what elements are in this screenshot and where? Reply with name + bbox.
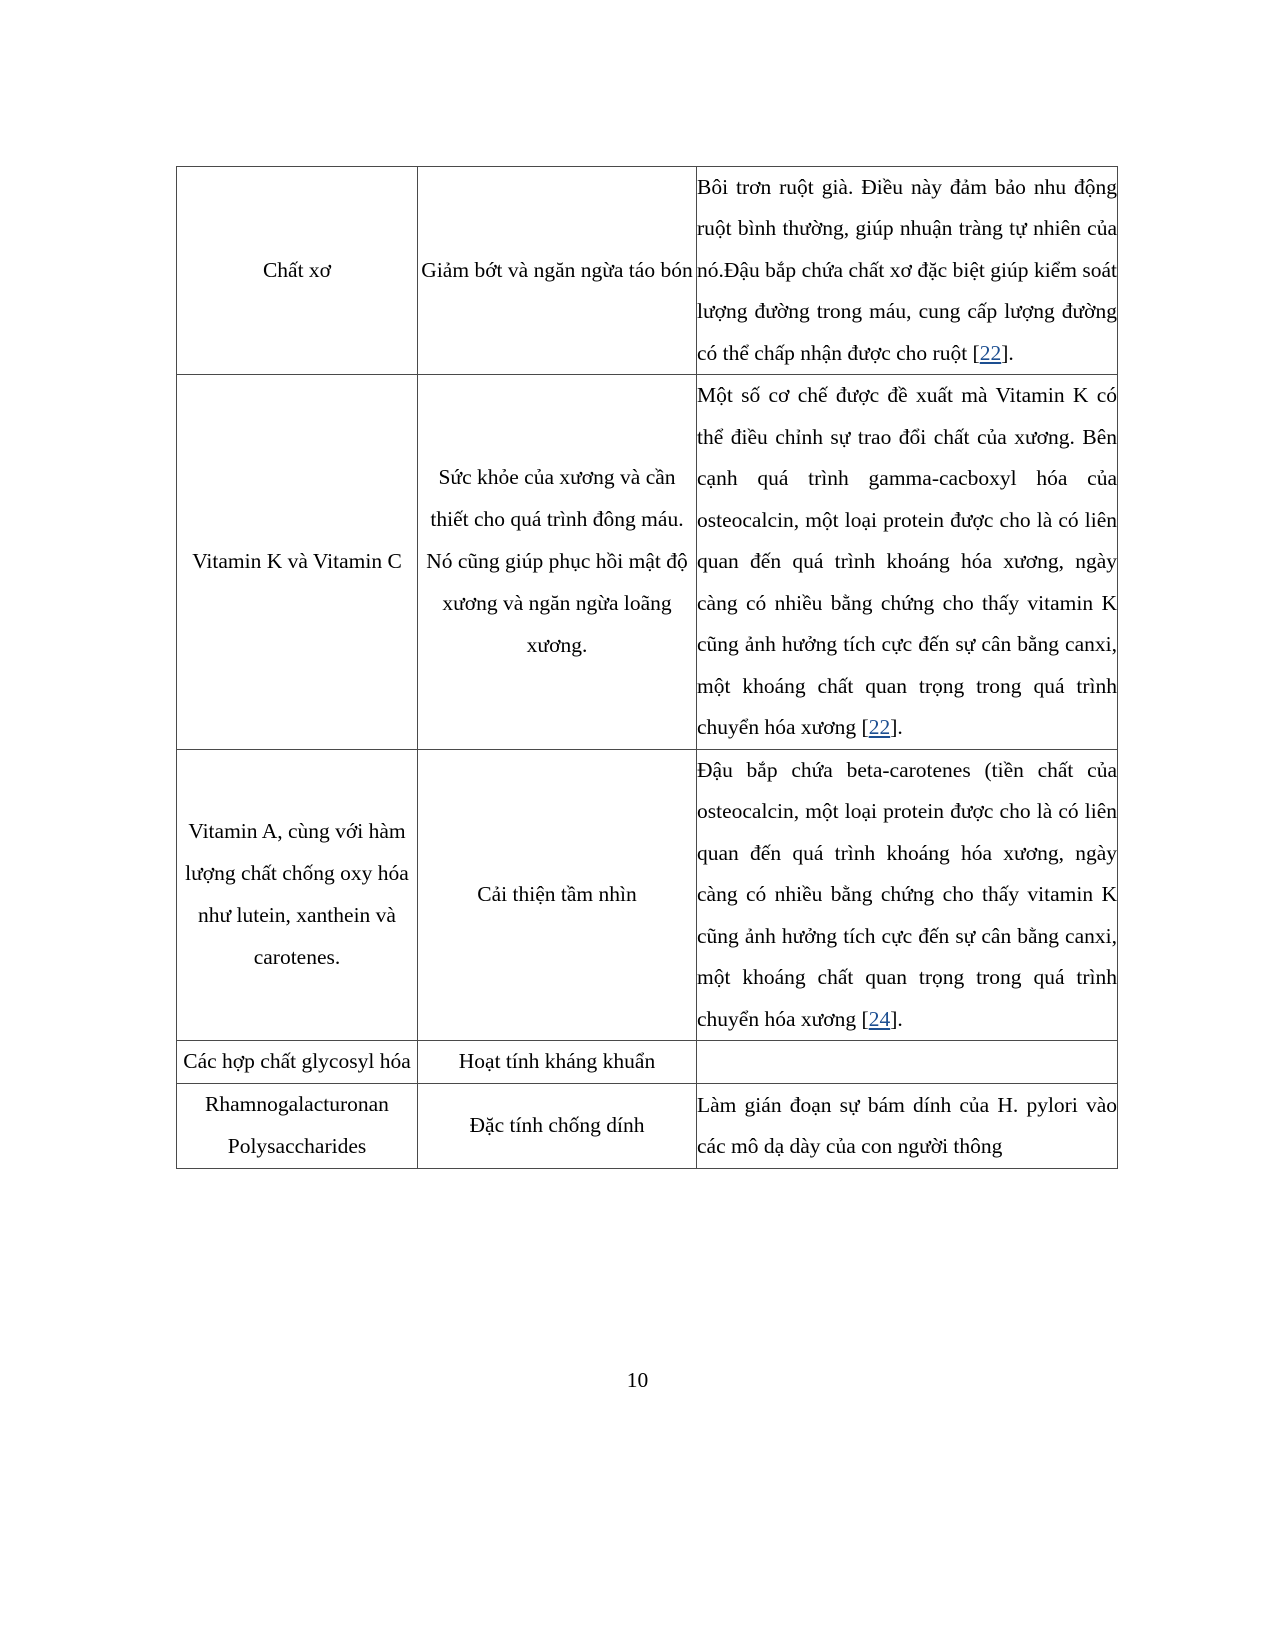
page-number: 10 xyxy=(626,1368,649,1392)
citation-link[interactable]: 24 xyxy=(868,1006,891,1031)
component-cell: Vitamin A, cùng với hàm lượng chất chống oxy hóa như lutein, xanthein và carotenes. xyxy=(177,749,418,1040)
table-row xyxy=(177,375,1118,749)
description-text-tail: ]. xyxy=(1001,340,1014,365)
benefit-cell: Hoạt tính kháng khuẩn xyxy=(418,1041,697,1084)
description-text: Một số cơ chế được đề xuất mà Vitamin K có thể điều chỉnh sự trao đổi chất của xương. Bên cạnh quá trình gamma-cacboxyl hóa của osteocalcin, một loại protein được cho là có liên quan đến quá trình khoáng hóa xương, ngày càng có nhiều bằng chứng cho thấy vitamin K cũng ảnh hưởng tích cực đến sự cân bằng canxi, một khoáng chất quan trọng trong quá trình chuyển hóa xương [ xyxy=(697,383,1117,740)
description-cell xyxy=(697,375,1118,749)
description-text: Làm gián đoạn sự bám dính của H. pylori vào các mô dạ dày của con người thông xyxy=(697,1092,1117,1159)
benefit-cell: Giảm bớt và ngăn ngừa táo bón xyxy=(418,167,697,375)
description-text-tail: ]. xyxy=(890,1006,903,1031)
description-text: Bôi trơn ruột già. Điều này đảm bảo nhu động ruột bình thường, giúp nhuận tràng tự nhiên của nó.Đậu bắp chứa chất xơ đặc biệt giúp kiểm soát lượng đường trong máu, cung cấp lượng đường có thể chấp nhận được cho ruột [ xyxy=(697,175,1117,365)
component-cell: Chất xơ xyxy=(177,167,418,375)
citation-link[interactable]: 22 xyxy=(979,340,1002,365)
description-cell xyxy=(697,1084,1118,1169)
component-cell: Rhamnogalacturonan Polysaccharides xyxy=(177,1084,418,1169)
table-row xyxy=(177,167,1118,375)
component-cell: Vitamin K và Vitamin C xyxy=(177,375,418,749)
table-row xyxy=(177,1041,1118,1084)
description-cell xyxy=(697,749,1118,1040)
nutrient-benefits-table xyxy=(176,166,1118,1169)
table-row xyxy=(177,1084,1118,1169)
benefit-cell: Đặc tính chống dính xyxy=(418,1084,697,1169)
citation-link[interactable]: 22 xyxy=(868,715,891,740)
benefit-cell: Sức khỏe của xương và cần thiết cho quá trình đông máu. Nó cũng giúp phục hồi mật độ xương và ngăn ngừa loãng xương. xyxy=(418,375,697,749)
table-row xyxy=(177,749,1118,1040)
benefit-cell: Cải thiện tầm nhìn xyxy=(418,749,697,1040)
table-body xyxy=(177,167,1118,1169)
description-cell xyxy=(697,1041,1118,1084)
description-text: Đậu bắp chứa beta-carotenes (tiền chất của osteocalcin, một loại protein được cho là có liên quan đến quá trình khoáng hóa xương, ngày càng có nhiều bằng chứng cho thấy vitamin K cũng ảnh hưởng tích cực đến sự cân bằng canxi, một khoáng chất quan trọng trong quá trình chuyển hóa xương [ xyxy=(697,757,1117,1031)
description-cell xyxy=(697,167,1118,375)
description-text-tail: ]. xyxy=(890,715,903,740)
component-cell: Các hợp chất glycosyl hóa xyxy=(177,1041,418,1084)
